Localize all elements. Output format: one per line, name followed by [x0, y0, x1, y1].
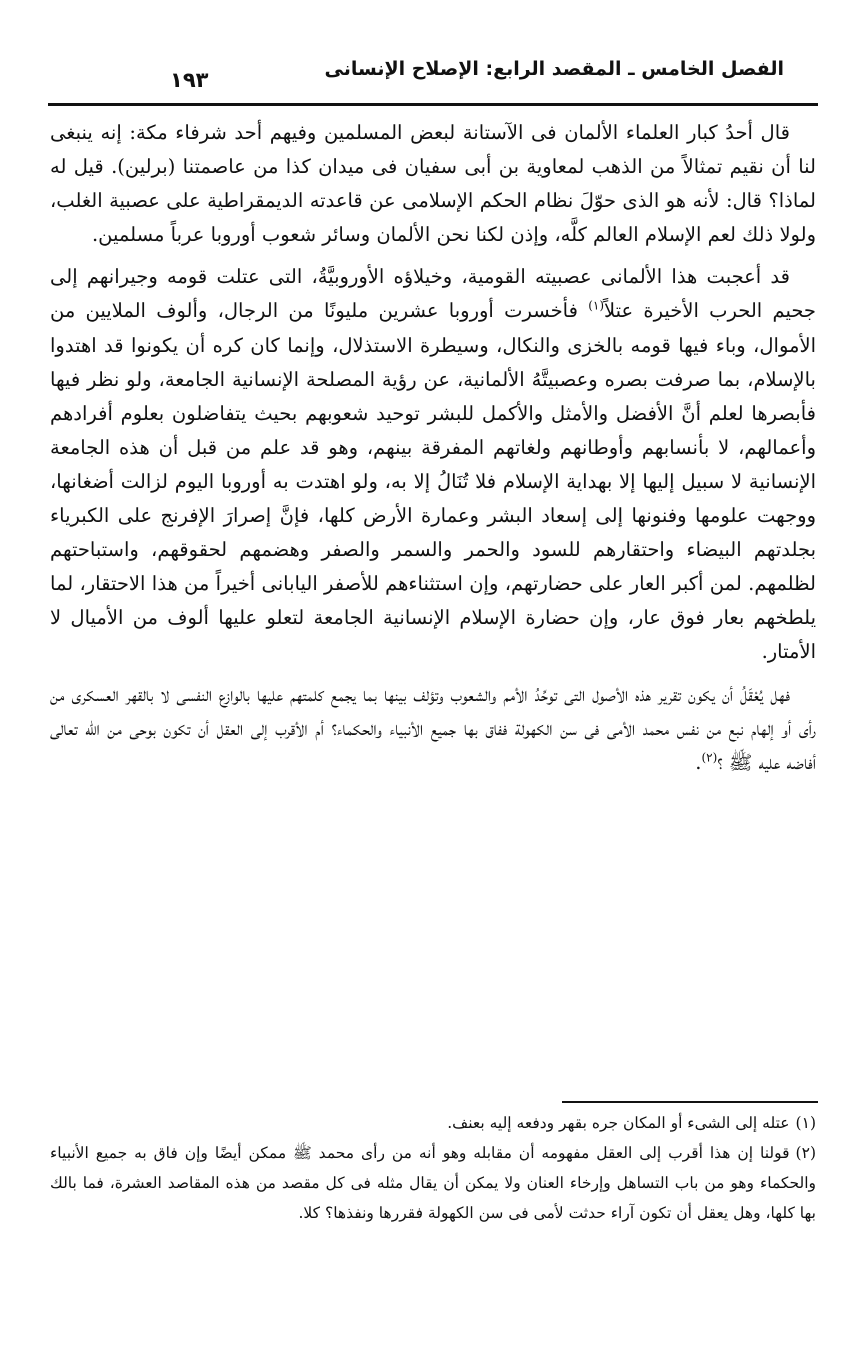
footnote-1 [50, 1108, 816, 1138]
paragraph-text: فهل يُعْقَلُ أن يكون تقرير هذه الأصول التى توحِّدُ الأمم والشعوب وتؤلف بينها بما يجمع كلمتهم عليها بالوازع النفسى لا بالقهر العسكرى من رأى أو إلهام نبع من نفس محمد الأمى فى سن الكهولة ففاق بها جميع الأنبياء والحكماء؟ أم الأقرب إلى العقل أن تكون بوحى من الله تعالى أفاضه عليه ﷺ ؟ [50, 682, 816, 774]
paragraph-text: قد أعجبت هذا الألمانى عصبيته القومية، وخيلاؤه الأوروبيَّةُ، التى عتلت قومه وجيرانهم إلى جحيم الحرب الأخيرة عتلاً [50, 265, 816, 323]
paragraph-text: فأخسرت أوروبا عشرين مليونًا من الرجال، وألوف الملايين من الأموال، وباء فيها قومه بالخزى والنكال، وسيطرة الاستذلال، وإنما كان كره أن يكونوا قد اهتدوا بالإسلام، بما صرفت بصره وعصبيتَّهُ الألمانية، عن رؤية المصلحة الإنسانية الجامعة، ولو نظر فيها فأبصرها لعلم أنَّ الأفضل والأمثل والأكمل للبشر توحيد شعوبهم بحيث يتفاضلون بعلوم أفرادهم وأعمالهم، لا بأنسابهم وأوطانهم ولغاتهم المفرقة بينهم، وهو قد علم من قبل أن هذه الجامعة الإنسانية لا سبيل إليها إلا بهداية الإسلام فلا تُنَالُ إلا به، ولو اهتدت به أوروبا اليوم لزالت أضغانها، ووجهت علومها وفنونها إلى إسعاد البشر وعمارة الأرض كلها، فإنَّ إصرارَ الإفرنج على الكبرياء بجلدتهم البيضاء واحتقارهم للسود والحمر والسمر والصفر وهضمهم لحقوقهم، واستباحتهم لظلمهم. لمن أكبر العار على حضارتهم، وإن استثناءهم للأصفر اليابانى أخيراً من هذا الاحتقار، لما يلطخهم بعار فوق عار، وإن حضارة الإسلام الإنسانية الجامعة لتعلو عليها ألوف من الأميال لا الأمتار. [50, 299, 816, 664]
header-divider [48, 103, 818, 106]
page-number: ١٩٣ [170, 68, 209, 92]
footnote-divider [562, 1101, 818, 1103]
paragraph-1 [50, 116, 816, 252]
footnote-number: (٢) [795, 1144, 816, 1162]
body-text [50, 116, 816, 788]
page-header [0, 44, 844, 94]
footnote-reference-2[interactable]: (٢) [701, 750, 718, 765]
paragraph-text: قال أحدُ كبار العلماء الألمان فى الآستانة لبعض المسلمين وفيهم أحد شرفاء مكة: إنه ينبغى لنا أن نقيم تمثالاً من الذهب لمعاوية بن أبى سفيان فى ميدان كذا من عاصمتنا (برلين). قيل له لماذا؟ قال: لأنه هو الذى حوّلَ نظام الحكم الإسلامى عن قاعدته الديمقراطية على عصبية الغلب، ولولا ذلك لعم الإسلام العالم كلَّه، وإذن لكنا نحن الألمان وسائر شعوب أوروبا عرباً مسلمين. [50, 121, 816, 247]
running-title: الفصل الخامس ـ المقصد الرابع: الإصلاح الإنسانى [324, 58, 784, 80]
footnote-2 [50, 1138, 816, 1228]
footnote-number: (١) [795, 1114, 816, 1132]
footnote-text: قولنا إن هذا أقرب إلى العقل مفهومه أن مقابله وهو أنه من رأى محمد ﷺ ممكن أيضًا وإن فاق به جميع الأنبياء والحكماء وهو من باب التساهل وإرخاء العنان ولا يمكن أن يقال مثله فى كل مقصد من هذه المقاصد العشرة، فما بالك بها كلها، وهل يعقل أن تكون آراء حدثت لأمى فى سن الكهولة فقررها ونفذها؟ كلا. [50, 1144, 816, 1222]
paragraph-text: . [695, 750, 702, 774]
paragraph-3 [50, 678, 816, 780]
footnote-text: عتله إلى الشىء أو المكان جره بقهر ودفعه إليه بعنف. [447, 1114, 790, 1132]
paragraph-2 [50, 260, 816, 669]
footnote-reference-1[interactable]: (١) [588, 298, 605, 313]
footnotes [50, 1108, 816, 1228]
